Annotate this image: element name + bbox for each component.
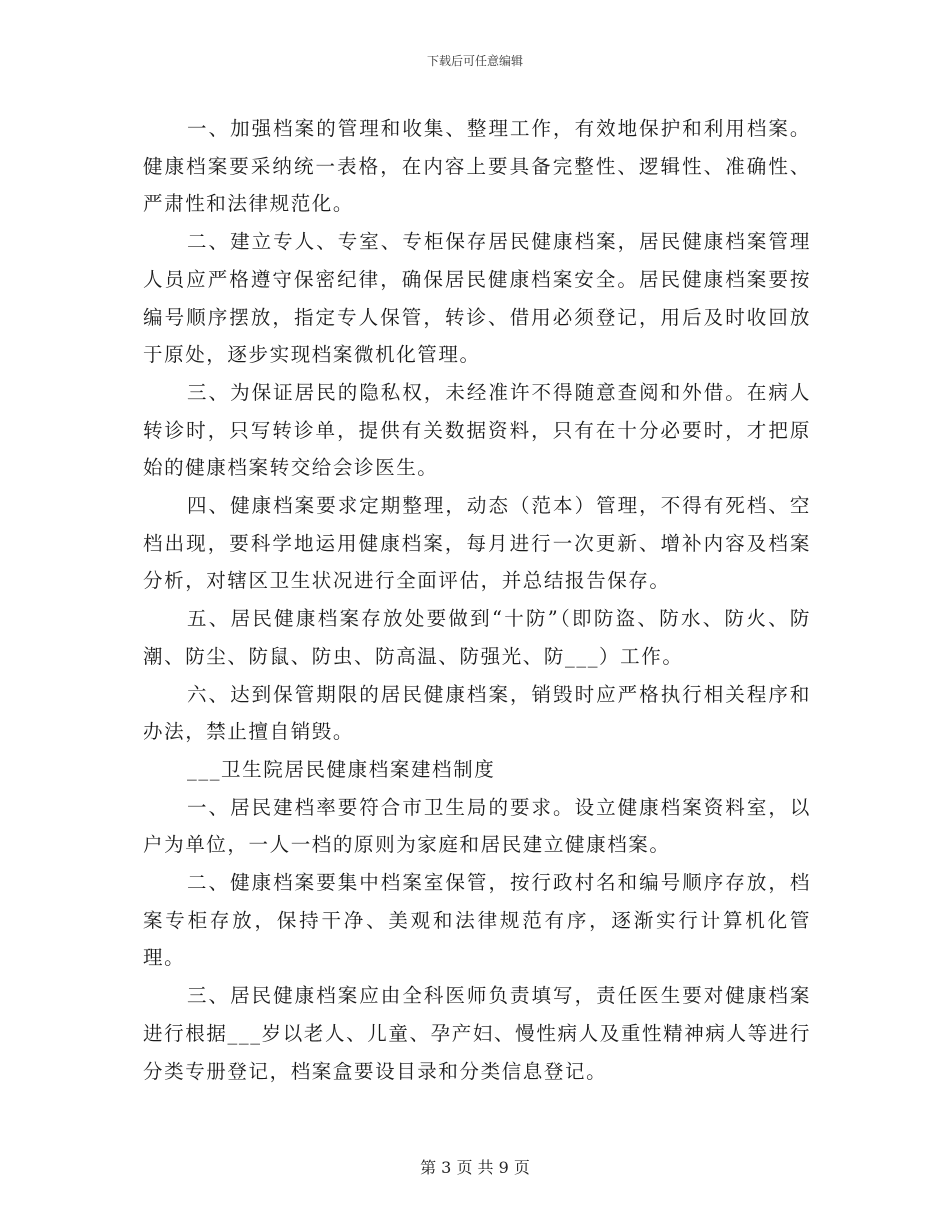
paragraph-6: 六、达到保管期限的居民健康档案，销毁时应严格执行相关程序和办法，禁止擅自销毁。 bbox=[143, 682, 811, 744]
paragraph-1: 一、加强档案的管理和收集、整理工作，有效地保护和利用档案。健康档案要采纳统一表格，在内容上要具备完整性、逻辑性、准确性、严肃性和法律规范化。 bbox=[143, 117, 811, 216]
document-body bbox=[143, 110, 811, 1090]
page-header: 下载后可任意编辑 bbox=[426, 54, 523, 68]
paragraph-3: 三、为保证居民的隐私权，未经准许不得随意查阅和外借。在病人转诊时，只写转诊单，提供有关数据资料，只有在十分必要时，才把原始的健康档案转交给会诊医生。 bbox=[143, 380, 811, 480]
paragraph-4: 四、健康档案要求定期整理，动态（范本）管理，不得有死档、空档出现，要科学地运用健康档案，每月进行一次更新、增补内容及档案分析，对辖区卫生状况进行全面评估，并总结报告保存。 bbox=[143, 494, 811, 593]
paragraph-8: 二、健康档案要集中档案室保管，按行政村名和编号顺序存放，档案专柜存放，保持干净、美观和法律规范有序，逐渐实行计算机化管理。 bbox=[143, 871, 811, 970]
section-heading: ___卫生院居民健康档案建档制度 bbox=[187, 757, 496, 781]
paragraph-7: 一、居民建档率要符合市卫生局的要求。设立健康档案资料室，以户为单位，一人一档的原则为家庭和居民建立健康档案。 bbox=[143, 795, 811, 857]
paragraph-2: 二、建立专人、专室、专柜保存居民健康档案，居民健康档案管理人员应严格遵守保密纪律，确保居民健康档案安全。居民健康档案要按编号顺序摆放，指定专人保管，转诊、借用必须登记，用后及时收回放于原处，逐步实现档案微机化管理。 bbox=[143, 230, 811, 367]
paragraph-9: 三、居民健康档案应由全科医师负责填写，责任医生要对健康档案进行根据___岁以老人、儿童、孕产妇、慢性病人及重性精神病人等进行分类专册登记，档案盒要设目录和分类信息登记。 bbox=[143, 984, 811, 1083]
paragraph-5: 五、居民健康档案存放处要做到“十防”（即防盗、防水、防火、防潮、防尘、防鼠、防虫、防高温、防强光、防___）工作。 bbox=[143, 607, 811, 668]
page-footer: 第 3 页 共 9 页 bbox=[420, 1158, 530, 1177]
